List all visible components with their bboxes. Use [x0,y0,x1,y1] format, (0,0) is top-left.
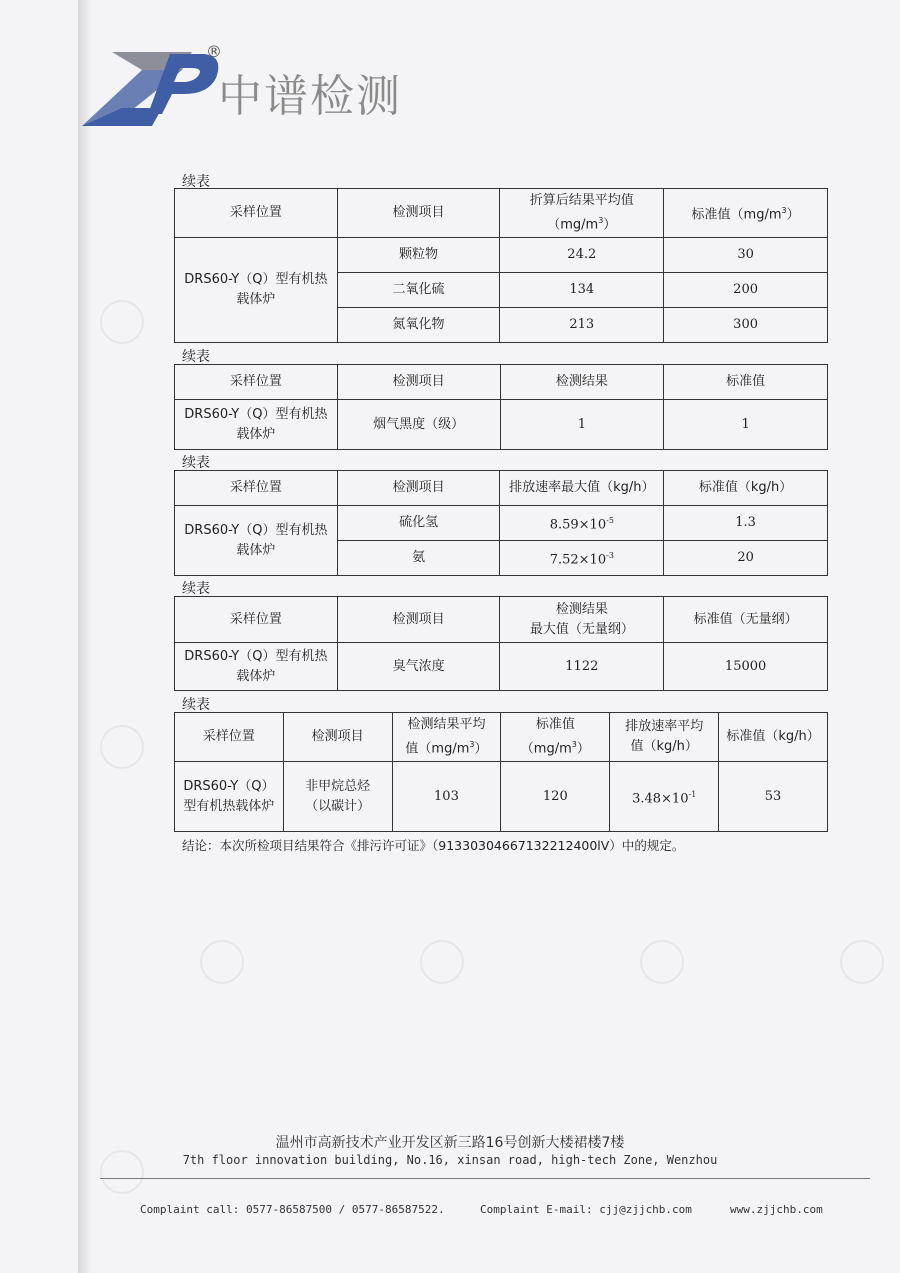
address-chinese: 温州市高新技术产业开发区新三路16号创新大楼裙楼7楼 [275,1135,625,1151]
table-caption: 续表 [182,349,210,365]
watermark-seal-icon [100,300,144,344]
table-caption: 续表 [182,697,210,713]
item-cell: 氮氧化物 [337,308,500,343]
item-cell: 烟气黑度（级） [337,400,500,450]
watermark-seal-icon [640,940,684,984]
result-cell: 213 [500,308,664,343]
registered-mark: ® [206,42,222,61]
location-cell: DRS60-Y（Q）型有机热载体炉 [175,762,284,832]
item-cell: 臭气浓度 [337,643,500,691]
location-cell: DRS60-Y（Q）型有机热载体炉 [175,238,338,343]
header-item: 检测项目 [337,189,500,238]
header-rate: 排放速率平均 值（kg/h） [610,713,719,762]
standard-cell: 120 [501,762,610,832]
table-particulate [174,188,828,343]
header-standard: 标准值（无量纲） [664,597,828,643]
header-item: 检测项目 [337,365,500,400]
result-cell: 1122 [500,643,664,691]
header-location: 采样位置 [175,713,284,762]
company-name: 中谱检测 [218,71,402,122]
table-caption: 续表 [182,174,210,190]
website-link[interactable]: www.zjjchb.com [730,1203,823,1216]
table-emission-rate [174,470,828,576]
address-english: 7th floor innovation building, No.16, xinsan road, high-tech Zone, Wenzhou [182,1153,718,1167]
table-smoke [174,364,828,450]
complaint-phone: Complaint call: 0577-86587500 / 0577-86587522. [140,1203,445,1216]
location-cell: DRS60-Y（Q）型有机热载体炉 [175,400,338,450]
footer-divider [100,1178,870,1179]
standard-cell: 20 [664,541,828,576]
watermark-seal-icon [100,725,144,769]
table-odor [174,596,828,691]
header-result: 检测结果平均 值$(mg/m^3)$ [392,713,501,762]
standard-cell: 15000 [664,643,828,691]
header-item: 检测项目 [337,471,500,506]
result-cell: $7.52\times 10^{-3}$ [500,541,664,576]
item-cell: 非甲烷总烃 （以碳计） [283,762,392,832]
table-nmhc [174,712,828,832]
header-standard: 标准值（kg/h） [664,471,828,506]
header-location: 采样位置 [175,597,338,643]
table-caption: 续表 [182,581,210,597]
standard-cell: 1.3 [664,506,828,541]
result-cell: 1 [500,400,664,450]
watermark-seal-icon [200,940,244,984]
item-cell: 硫化氢 [337,506,500,541]
complaint-email: Complaint E-mail: cjj@zjjchb.com [480,1203,692,1216]
header-result: 检测结果 [500,365,664,400]
standard-cell: 300 [664,308,828,343]
watermark-seal-icon [840,940,884,984]
header-standard: 标准值$(mg/m^3)$ [664,189,828,238]
result-cell: 103 [392,762,501,832]
header-result: 折算后结果平均值 $(mg/m^3)$ [500,189,664,238]
result-cell: 24.2 [500,238,664,273]
header-location: 采样位置 [175,189,338,238]
watermark-seal-icon [420,940,464,984]
location-cell: DRS60-Y（Q）型有机热载体炉 [175,643,338,691]
header-result: 检测结果 最大值（无量纲） [500,597,664,643]
item-cell: 氨 [337,541,500,576]
header-item: 检测项目 [283,713,392,762]
standard-cell: 30 [664,238,828,273]
result-cell: $8.59\times 10^{-5}$ [500,506,664,541]
table-caption: 续表 [182,455,210,471]
header-rate-standard: 标准值（kg/h） [719,713,828,762]
rate-standard-cell: 53 [719,762,828,832]
header-location: 采样位置 [175,365,338,400]
conclusion-text: 结论：本次所检项目结果符合《排污许可证》（91330304667132212400lV）中的规定。 [182,838,685,853]
standard-cell: 200 [664,273,828,308]
item-cell: 二氧化硫 [337,273,500,308]
header-location: 采样位置 [175,471,338,506]
item-cell: 颗粒物 [337,238,500,273]
header-result: 排放速率最大值（kg/h） [500,471,664,506]
page-binding-shadow [78,0,92,1273]
result-cell: 134 [500,273,664,308]
standard-cell: 1 [664,400,828,450]
header-standard: 标准值 [664,365,828,400]
rate-cell: $3.48\times 10^{-1}$ [610,762,719,832]
header-item: 检测项目 [337,597,500,643]
header-standard: 标准值$(mg/m^3)$ [501,713,610,762]
location-cell: DRS60-Y（Q）型有机热载体炉 [175,506,338,576]
